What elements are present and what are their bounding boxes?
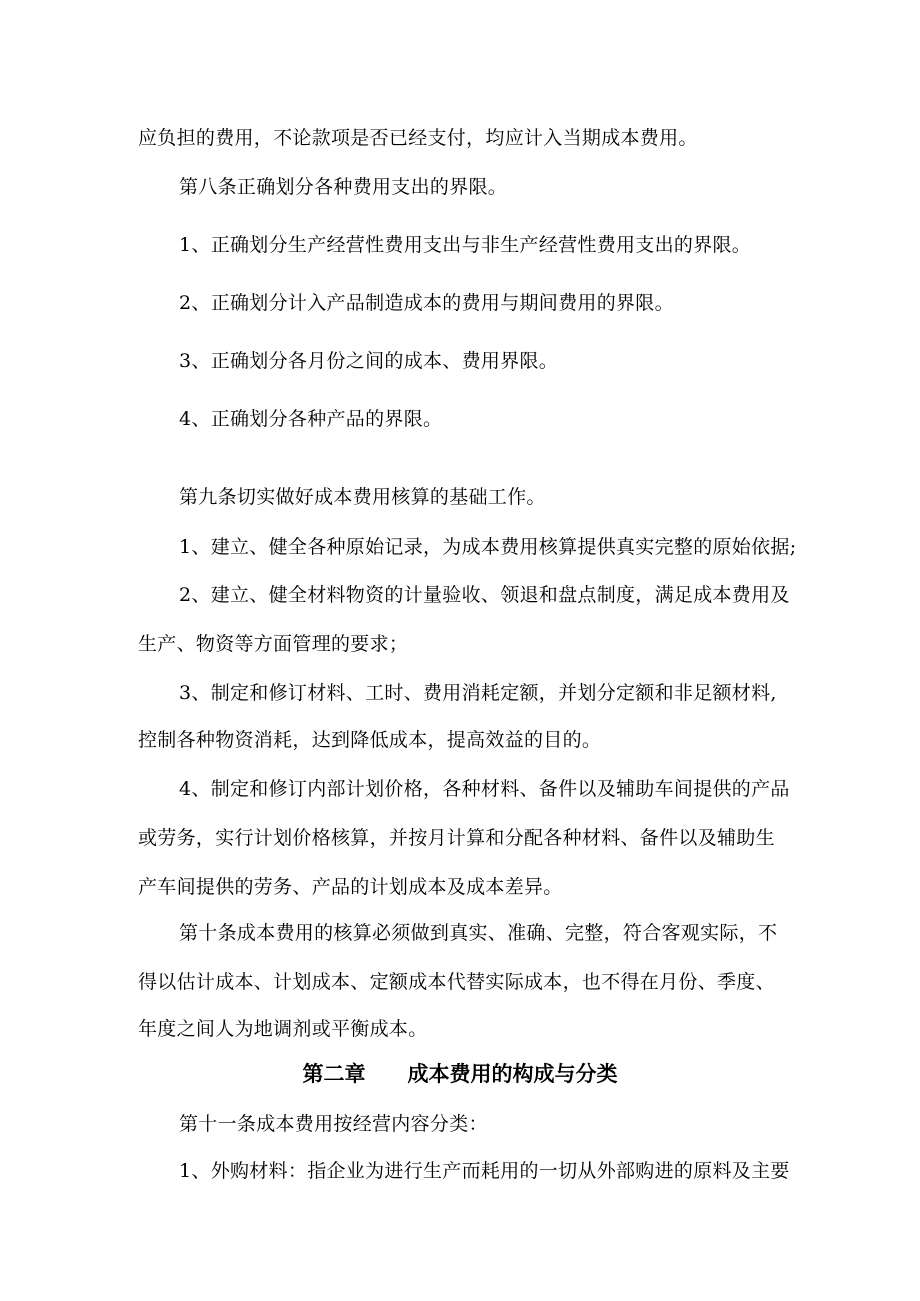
list-item: 1、外购材料：指企业为进行生产而耗用的一切从外部购进的原料及主要 xyxy=(179,1160,790,1182)
list-item: 4、制定和修订内部计划价格，各种材料、备件以及辅助车间提供的产品 xyxy=(179,778,790,800)
list-item: 4、正确划分各种产品的界限。 xyxy=(179,408,443,430)
list-item: 2、正确划分计入产品制造成本的费用与期间费用的界限。 xyxy=(179,292,674,314)
paragraph-line: 或劳务，实行计划价格核算，并按月计算和分配各种材料、备件以及辅助生 xyxy=(138,827,775,849)
list-item: 2、建立、健全材料物资的计量验收、领退和盘点制度，满足成本费用及 xyxy=(179,584,790,606)
list-item: 3、正确划分各月份之间的成本、费用界限。 xyxy=(179,350,559,372)
list-item: 1、建立、健全各种原始记录，为成本费用核算提供真实完整的原始依据; xyxy=(179,536,797,558)
article-8-heading: 第八条正确划分各种费用支出的界限。 xyxy=(179,176,508,198)
paragraph-line: 应负担的费用，不论款项是否已经支付，均应计入当期成本费用。 xyxy=(138,127,698,149)
list-item: 1、正确划分生产经营性费用支出与非生产经营性费用支出的界限。 xyxy=(179,234,752,256)
list-item: 3、制定和修订材料、工时、费用消耗定额，并划分定额和非足额材料, xyxy=(179,682,777,704)
paragraph-line: 生产、物资等方面管理的要求； xyxy=(138,633,409,655)
chapter-number: 第二章 xyxy=(302,1062,366,1086)
chapter-heading xyxy=(0,1060,920,1088)
paragraph-line: 得以估计成本、计划成本、定额成本代替实际成本，也不得在月份、季度、 xyxy=(138,971,775,993)
article-9-heading: 第九条切实做好成本费用核算的基础工作。 xyxy=(179,486,546,508)
paragraph-line: 产车间提供的劳务、产品的计划成本及成本差异。 xyxy=(138,876,563,898)
paragraph-line: 年度之间人为地调剂或平衡成本。 xyxy=(138,1018,428,1040)
article-10-paragraph: 第十条成本费用的核算必须做到真实、准确、完整，符合客观实际，不 xyxy=(179,922,778,944)
chapter-title: 成本费用的构成与分类 xyxy=(407,1062,618,1086)
paragraph-line: 控制各种物资消耗，达到降低成本，提高效益的目的。 xyxy=(138,729,602,751)
article-11-heading: 第十一条成本费用按经营内容分类： xyxy=(179,1113,488,1135)
